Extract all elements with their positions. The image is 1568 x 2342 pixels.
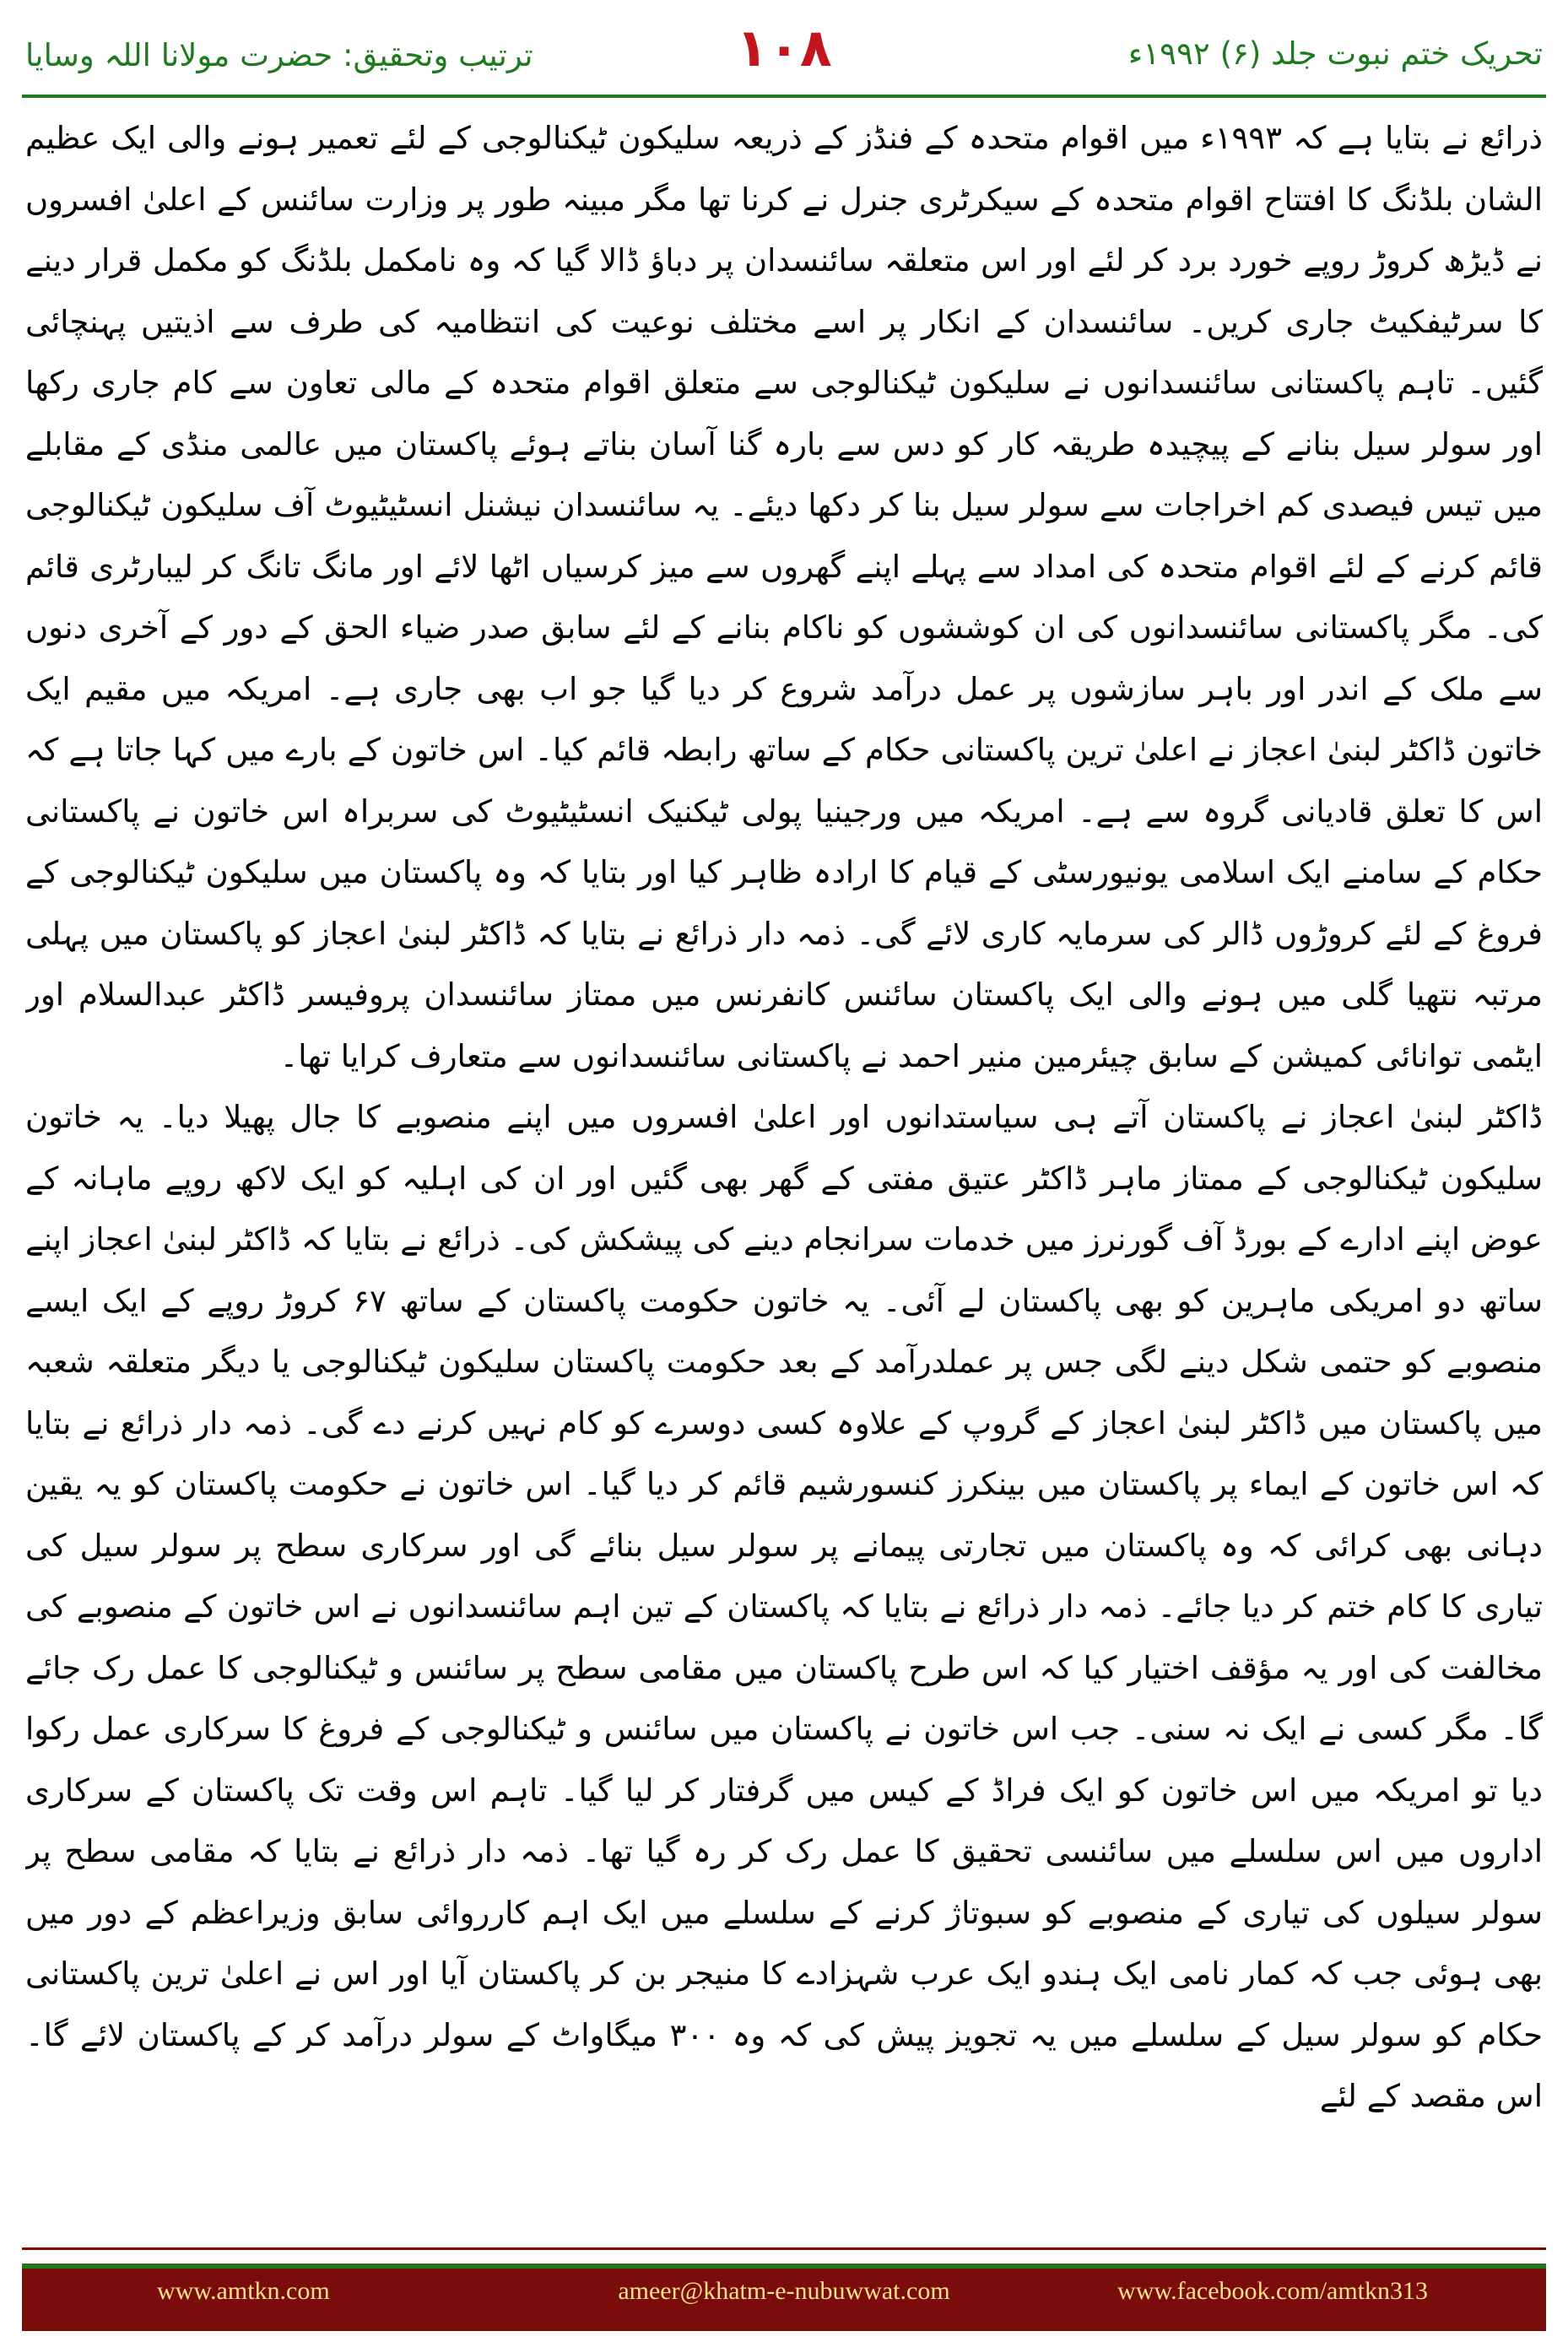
page-header — [0, 0, 1568, 100]
footer-divider — [22, 2247, 1546, 2250]
facebook-link[interactable]: www.facebook.com/amtkn313 — [1117, 2277, 1428, 2305]
email-link[interactable]: ameer@khatm-e-nubuwwat.com — [618, 2277, 950, 2305]
compiler-credit: ترتیب وتحقیق: حضرت مولانا اللہ وسایا — [25, 37, 533, 73]
header-divider — [22, 95, 1546, 98]
paragraph-1: ذرائع نے بتایا ہے کہ ۱۹۹۳ء میں اقوام متحدہ کے فنڈز کے ذریعہ سلیکون ٹیکنالوجی کے لئے تعمیر ہونے والی ایک عظیم الشان بلڈنگ کا افتتاح اقوام متحدہ کے سیکرٹری جنرل نے کرنا تھا مگر مبینہ طور پر وزارت سائنس کے اعلیٰ افسروں نے ڈیڑھ کروڑ روپے خورد برد کر لئے اور اس متعلقہ سائنسدان پر دباؤ ڈالا گیا کہ وہ نامکمل بلڈنگ کو مکمل قرار دینے کا سرٹیفکیٹ جاری کریں۔ سائنسدان کے انکار پر اسے مختلف نوعیت کی انتظامیہ کی طرف سے اذیتیں پہنچائی گئیں۔ تاہم پاکستانی سائنسدانوں نے سلیکون ٹیکنالوجی سے متعلق اقوام متحدہ کے مالی تعاون سے کام جاری رکھا اور سولر سیل بنانے کے پیچیدہ طریقہ کار کو دس سے بارہ گنا آسان بناتے ہوئے پاکستان میں عالمی منڈی کے مقابلے میں تیس فیصدی کم اخراجات سے سولر سیل بنا کر دکھا دیئے۔ یہ سائنسدان نیشنل انسٹیٹیوٹ آف سلیکون ٹیکنالوجی قائم کرنے کے لئے اقوام متحدہ کی امداد سے پہلے اپنے گھروں سے میز کرسیاں اٹھا لائے اور مانگ تانگ کر لیبارٹری قائم کی۔ مگر پاکستانی سائنسدانوں کی ان کوششوں کو ناکام بنانے کے لئے سابق صدر ضیاء الحق کے دور کے آخری دنوں سے ملک کے اندر اور باہر سازشوں پر عمل درآمد شروع کر دیا گیا جو اب بھی جاری ہے۔ امریکہ میں مقیم ایک خاتون ڈاکٹر لبنیٰ اعجاز نے اعلیٰ ترین پاکستانی حکام کے ساتھ رابطہ قائم کیا۔ اس خاتون کے بارے میں کہا جاتا ہے کہ اس کا تعلق قادیانی گروہ سے ہے۔ امریکہ میں ورجینیا پولی ٹیکنیک انسٹیٹیوٹ کی سربراہ اس خاتون نے پاکستانی حکام کے سامنے ایک اسلامی یونیورسٹی کے قیام کا ارادہ ظاہر کیا اور بتایا کہ وہ پاکستان میں سلیکون ٹیکنالوجی کے فروغ کے لئے کروڑوں ڈالر کی سرمایہ کاری لائے گی۔ ذمہ دار ذرائع نے بتایا کہ ڈاکٹر لبنیٰ اعجاز کو پاکستان میں پہلی مرتبہ نتھیا گلی میں ہونے والی ایک پاکستان سائنس کانفرنس میں ممتاز سائنسدان پروفیسر ڈاکٹر عبدالسلام اور ایٹمی توانائی کمیشن کے سابق چیئرمین منیر احمد نے پاکستانی سائنسدانوں سے متعارف کرایا تھا۔ — [25, 120, 1543, 1074]
page-number: ۱۰۸ — [736, 17, 832, 78]
book-title: تحریک ختم نبوت جلد (۶) ۱۹۹۲ء — [1127, 35, 1543, 72]
page-footer — [22, 2264, 1546, 2331]
paragraph-2: ڈاکٹر لبنیٰ اعجاز نے پاکستان آتے ہی سیاستدانوں اور اعلیٰ افسروں میں اپنے منصوبے کا جال پھیلا دیا۔ یہ خاتون سلیکون ٹیکنالوجی کے ممتاز ماہر ڈاکٹر عتیق مفتی کے گھر بھی گئیں اور ان کی اہلیہ کو ایک لاکھ روپے ماہانہ کے عوض اپنے ادارے کے بورڈ آف گورنرز میں خدمات سرانجام دینے کی پیشکش کی۔ ذرائع نے بتایا کہ ڈاکٹر لبنیٰ اعجاز اپنے ساتھ دو امریکی ماہرین کو بھی پاکستان لے آئی۔ یہ خاتون حکومت پاکستان کے ساتھ ۶۷ کروڑ روپے کے ایک ایسے منصوبے کو حتمی شکل دینے لگی جس پر عملدرآمد کے بعد حکومت پاکستان سلیکون ٹیکنالوجی یا دیگر متعلقہ شعبہ میں پاکستان میں ڈاکٹر لبنیٰ اعجاز کے گروپ کے علاوہ کسی دوسرے کو کام نہیں کرنے دے گی۔ ذمہ دار ذرائع نے بتایا کہ اس خاتون کے ایماء پر پاکستان میں بینکرز کنسورشیم قائم کر دیا گیا۔ اس خاتون نے حکومت پاکستان کو یہ یقین دہانی بھی کرائی کہ وہ پاکستان میں تجارتی پیمانے پر سولر سیل بنائے گی اور سرکاری سطح پر سولر سیل کی تیاری کا کام ختم کر دیا جائے۔ ذمہ دار ذرائع نے بتایا کہ پاکستان کے تین اہم سائنسدانوں نے اس خاتون کے منصوبے کی مخالفت کی اور یہ مؤقف اختیار کیا کہ اس طرح پاکستان میں مقامی سطح پر سائنس و ٹیکنالوجی کا عمل رک جائے گا۔ مگر کسی نے ایک نہ سنی۔ جب اس خاتون نے پاکستان میں سائنس و ٹیکنالوجی کے فروغ کا سرکاری عمل رکوا دیا تو امریکہ میں اس خاتون کو ایک فراڈ کے کیس میں گرفتار کر لیا گیا۔ تاہم اس وقت تک پاکستان کے سرکاری اداروں میں اس سلسلے میں سائنسی تحقیق کا عمل رک کر رہ گیا تھا۔ ذمہ دار ذرائع نے بتایا کہ مقامی سطح پر سولر سیلوں کی تیاری کے منصوبے کو سبوتاژ کرنے کے سلسلے میں ایک اہم کارروائی سابق وزیراعظم کے دور میں بھی ہوئی جب کہ کمار نامی ایک ہندو ایک عرب شہزادے کا منیجر بن کر پاکستان آیا اور اس نے اعلیٰ ترین پاکستانی حکام کو سولر سیل کے سلسلے میں یہ تجویز پیش کی کہ وہ ۳۰۰ میگاواٹ کے سولر درآمد کر کے پاکستان لائے گا۔ اس مقصد کے لئے — [25, 1099, 1543, 2114]
page-body — [25, 108, 1543, 2235]
website-link[interactable]: www.amtkn.com — [157, 2277, 330, 2305]
